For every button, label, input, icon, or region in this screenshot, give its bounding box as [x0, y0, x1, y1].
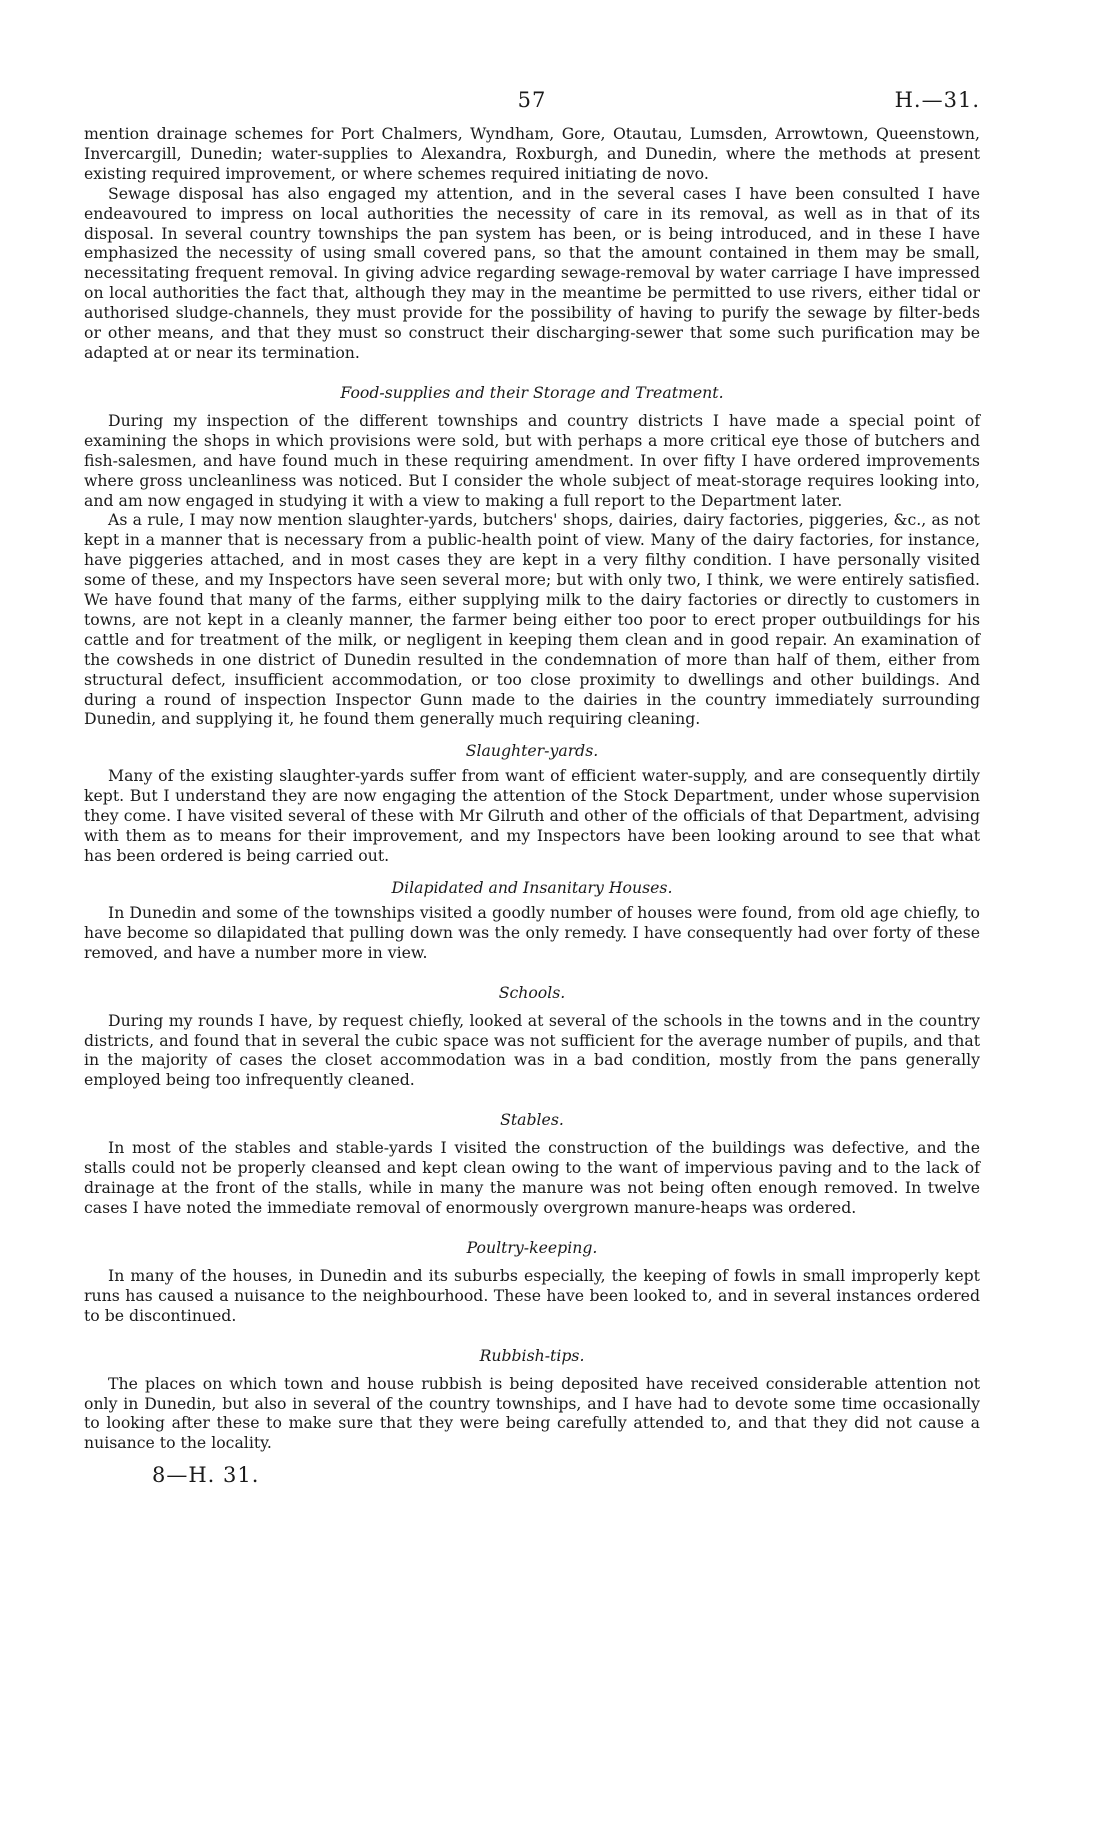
- paragraph-rubbish-tips: The places on which town and house rubbish is being deposited have received considerable attention not only in Dunedin, but also in several of the country townships, and I have had to devote some time occasionally to looking after these to make sure that they were being carefully attended to, and that they did not cause a nuisance to the locality.: [84, 1373, 980, 1453]
- paragraph-sewage-disposal: Sewage disposal has also engaged my attention, and in the several cases I have been consulted I have endeavoured to impress on local authorities the necessity of care in its removal, as well as in that of its disposal. In several country townships the pan system has been, or is being introduced, and in these I have emphasized the necessity of using small covered pans, so that the amount contained in them may be small, necessitating frequent removal. In giving advice regarding sewage-removal by water carriage I have impressed on local authorities the fact that, although they may in the meantime be permitted to use rivers, either tidal or authorised sludge-channels, they must provide for the possibility of having to purify the sewage by filter-beds or other means, and that they must so construct their discharging-sewer that some such purification may be adapted at or near its termination.: [84, 183, 980, 362]
- document-body: [84, 124, 980, 1453]
- section-heading-slaughter-yards: Slaughter-yards.: [465, 741, 599, 761]
- paragraph-slaughter-yards: Many of the existing slaughter-yards suffer from want of efficient water-supply, and are consequently dirtily kept. But I understand they are now engaging the attention of the Stock Department, under whose supervision they come. I have visited several of these with Mr Gilruth and other of the officials of that Department, advising with them as to means for their improvement, and my Inspectors have been looking around to see that what has been ordered is being carried out.: [84, 766, 980, 865]
- paragraph-food-inspection: During my inspection of the different townships and country districts I have made a special point of examining the shops in which provisions were sold, but with perhaps a more critical eye those of butchers and fish-salesmen, and have found much in these requiring amendment. In over fifty I have ordered improvements where gross uncleanliness was noticed. But I consider the whole subject of meat-storage requires looking into, and am now engaged in studying it with a view to making a full report to the Department later.: [84, 410, 980, 510]
- section-heading-poultry-keeping: Poultry-keeping.: [466, 1237, 598, 1257]
- paragraph-stables: In most of the stables and stable-yards I visited the construction of the buildings was defective, and the stalls could not be properly cleansed and kept clean owing to the want of impervious paving and to the lack of drainage at the front of the stalls, while in many the manure was not being often enough removed. In twelve cases I have noted the immediate removal of enormously overgrown manure-heaps was ordered.: [84, 1138, 980, 1217]
- page-number: 57: [517, 88, 547, 112]
- paragraph-schools: During my rounds I have, by request chiefly, looked at several of the schools in the towns and in the country districts, and found that in several the cubic space was not sufficient for the average number of pupils, and that in the majority of cases the closet accommodation was in a bad condition, mostly from the pans generally employed being too infrequently cleaned.: [84, 1010, 980, 1090]
- section-heading-food-supplies: Food-supplies and their Storage and Treatment.: [340, 382, 724, 402]
- footer-signature-mark: 8—H. 31.: [152, 1463, 260, 1488]
- paragraph-poultry-keeping: In many of the houses, in Dunedin and its suburbs especially, the keeping of fowls in small improperly kept runs has caused a nuisance to the neighbourhood. These have been looked to, and in several instances ordered to be discontinued.: [84, 1265, 980, 1325]
- document-page: [84, 84, 980, 1487]
- section-heading-schools: Schools.: [498, 982, 566, 1002]
- paragraph-dilapidated-houses: In Dunedin and some of the townships visited a goodly number of houses were found, from old age chiefly, to have become so dilapidated that pulling down was the only remedy. I have consequently had over forty of these removed, and have a number more in view.: [84, 902, 980, 962]
- section-heading-stables: Stables.: [500, 1110, 564, 1130]
- page-header: [84, 84, 980, 124]
- section-heading-dilapidated-houses: Dilapidated and Insanitary Houses.: [391, 877, 673, 897]
- document-reference: H.—31.: [894, 88, 980, 112]
- paragraph-drainage-schemes: mention drainage schemes for Port Chalmers, Wyndham, Gore, Otautau, Lumsden, Arrowtown, Queenstown, Invercargill, Dunedin; water-supplies to Alexandra, Roxburgh, and Dunedin, where the methods at present existing required improvement, or where schemes required initiating de novo.: [84, 124, 980, 183]
- section-heading-rubbish-tips: Rubbish-tips.: [479, 1345, 585, 1365]
- paragraph-dairies-piggeries: As a rule, I may now mention slaughter-yards, butchers' shops, dairies, dairy factories, piggeries, &c., as not kept in a manner that is necessary from a public-health point of view. Many of the dairy factories, for instance, have piggeries attached, and in most cases they are kept in a very filthy condition. I have personally visited some of these, and my Inspectors have seen several more; but with only two, I think, we were entirely satisfied. We have found that many of the farms, either supplying milk to the dairy factories or directly to customers in towns, are not kept in a cleanly manner, the farmer being either too poor to erect proper outbuildings for his cattle and for treatment of the milk, or negligent in keeping them clean and in good repair. An examination of the cowsheds in one district of Dunedin resulted in the condemnation of more than half of them, either from structural defect, insufficient accommodation, or too close proximity to dwellings and other buildings. And during a round of inspection Inspector Gunn made to the dairies in the country immediately surrounding Dunedin, and supplying it, he found them generally much requiring cleaning.: [84, 510, 980, 729]
